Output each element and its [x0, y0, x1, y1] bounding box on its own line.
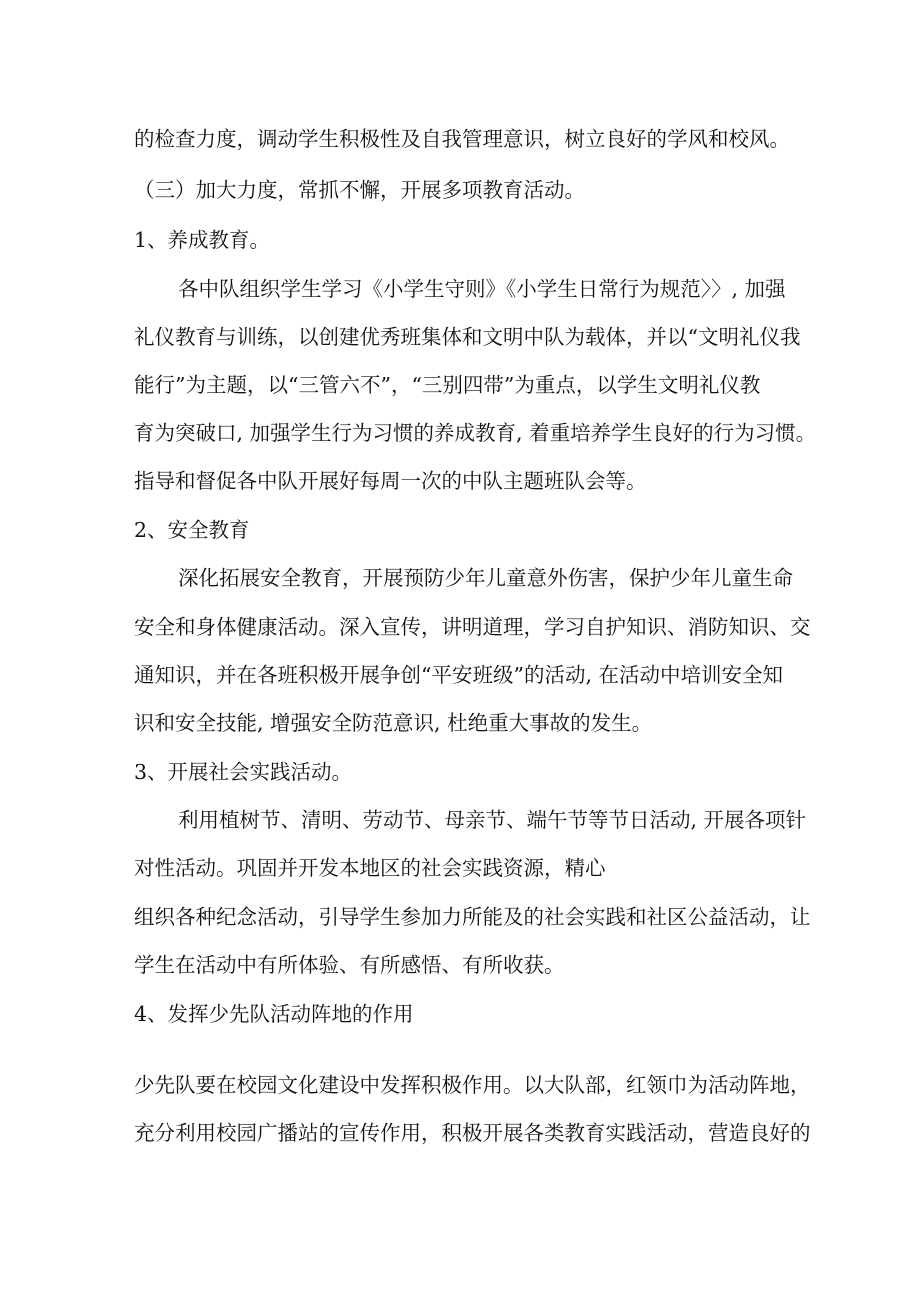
- paragraph-line: 对性活动。巩固并开发本地区的社会实践资源，精心: [134, 856, 606, 880]
- paragraph-line: 育为突破口, 加强学生行为习惯的养成教育, 着重培养学生良好的行为习惯。: [134, 421, 817, 445]
- paragraph-line: 各中队组织学生学习《小学生守则》《小学生日常行为规范〉〉, 加强: [178, 277, 786, 301]
- paragraph-line: 安全和身体健康活动。深入宣传，讲明道理，学习自护知识、消防知识、交: [134, 615, 811, 639]
- subsection-heading: 1、养成教育。: [134, 228, 271, 252]
- paragraph-line: 礼仪教育与训练，以创建优秀班集体和文明中队为载体，并以“文明礼仪我: [134, 325, 801, 349]
- paragraph-line: 识和安全技能, 增强安全防范意识, 杜绝重大事故的发生。: [134, 711, 653, 735]
- paragraph-line: 深化拓展安全教育，开展预防少年儿童意外伤害，保护少年儿童生命: [178, 566, 793, 590]
- paragraph-line: 组织各种纪念活动，引导学生参加力所能及的社会实践和社区公益活动，让: [134, 905, 811, 929]
- subsection-heading: 3、开展社会实践活动。: [134, 760, 353, 784]
- paragraph-line: 学生在活动中有所体验、有所感悟、有所收获。: [134, 953, 565, 977]
- paragraph-line: 充分利用校园广播站的宣传作用，积极开展各类教育实践活动，营造良好的: [134, 1121, 811, 1145]
- subsection-heading: 4、发挥少先队活动阵地的作用: [134, 1002, 414, 1026]
- subsection-heading: 2、安全教育: [134, 518, 250, 542]
- paragraph-line: 少先队要在校园文化建设中发挥积极作用。以大队部，红领巾为活动阵地，: [134, 1073, 811, 1097]
- paragraph-line: 的检查力度，调动学生积极性及自我管理意识，树立良好的学风和校风。: [134, 127, 790, 151]
- paragraph-line: 通知识，并在各班积极开展争创“平安班级”的活动, 在活动中培训安全知: [134, 663, 783, 687]
- paragraph-line: 利用植树节、清明、劳动节、母亲节、端午节等节日活动, 开展各项针: [178, 808, 807, 832]
- paragraph-line: 指导和督促各中队开展好每周一次的中队主题班队会等。: [134, 469, 647, 493]
- paragraph-line: 能行”为主题，以“三管六不”，“三别四带”为重点，以学生文明礼仪教: [134, 373, 761, 397]
- section-heading: （三）加大力度，常抓不懈，开展多项教育活动。: [134, 178, 585, 202]
